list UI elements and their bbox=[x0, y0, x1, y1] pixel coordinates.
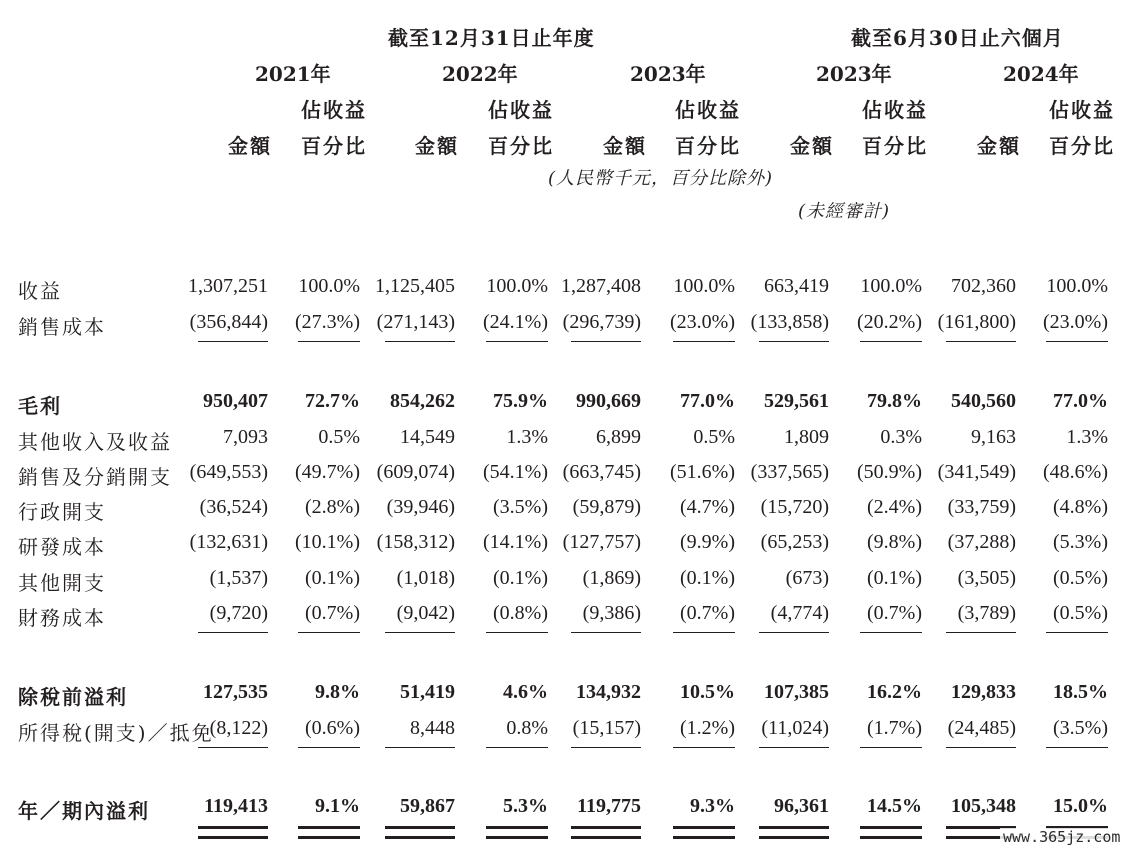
cell-amount: (609,074) bbox=[376, 461, 455, 483]
subtotal-rule bbox=[860, 341, 922, 342]
cell-amount: 96,361 bbox=[774, 795, 829, 817]
cell-percent: 18.5% bbox=[1053, 681, 1108, 703]
subtotal-rule bbox=[571, 341, 641, 342]
cell-percent: (51.6%) bbox=[670, 461, 735, 483]
total-double-rule bbox=[759, 826, 829, 829]
cell-percent: (0.7%) bbox=[305, 602, 360, 624]
cell-percent: 77.0% bbox=[680, 390, 735, 412]
cell-amount: 1,307,251 bbox=[188, 275, 268, 297]
subtotal-rule bbox=[1046, 747, 1108, 748]
cell-percent: 15.0% bbox=[1053, 795, 1108, 817]
cell-amount: (132,631) bbox=[189, 531, 268, 553]
cell-percent: 0.5% bbox=[693, 426, 735, 448]
cell-percent: 100.0% bbox=[673, 275, 735, 297]
cell-amount: (3,789) bbox=[957, 602, 1016, 624]
subtotal-rule bbox=[946, 747, 1016, 748]
cell-percent: 9.3% bbox=[690, 795, 735, 817]
cell-percent: (0.8%) bbox=[493, 602, 548, 624]
year-2021: 2021年 bbox=[255, 62, 331, 86]
cell-amount: 134,932 bbox=[576, 681, 641, 703]
total-double-rule bbox=[486, 836, 548, 839]
subtotal-rule bbox=[198, 632, 268, 633]
cell-amount: 540,560 bbox=[951, 390, 1016, 412]
cell-percent: 10.5% bbox=[680, 681, 735, 703]
cell-amount: 119,413 bbox=[204, 795, 268, 817]
subtotal-rule bbox=[1046, 632, 1108, 633]
cell-amount: (15,157) bbox=[572, 717, 641, 739]
cell-amount: (649,553) bbox=[189, 461, 268, 483]
header-year-end: 截至12月31日止年度 bbox=[388, 26, 595, 50]
cell-amount: 51,419 bbox=[400, 681, 455, 703]
row-label: 年／期內溢利 bbox=[18, 799, 150, 823]
total-double-rule bbox=[298, 836, 360, 839]
subtotal-rule bbox=[298, 747, 360, 748]
cell-amount: (3,505) bbox=[957, 567, 1016, 589]
cell-percent: (23.0%) bbox=[1043, 311, 1108, 333]
col-header-pct-line1: 佔收益 bbox=[488, 98, 554, 122]
cell-percent: (2.8%) bbox=[305, 496, 360, 518]
col-header-pct-line2: 百分比 bbox=[675, 134, 741, 158]
cell-amount: 854,262 bbox=[390, 390, 455, 412]
cell-percent: (9.9%) bbox=[680, 531, 735, 553]
cell-amount: (36,524) bbox=[199, 496, 268, 518]
col-header-amount: 金額 bbox=[790, 134, 834, 158]
subtotal-rule bbox=[198, 747, 268, 748]
cell-amount: (341,549) bbox=[937, 461, 1016, 483]
col-header-amount: 金額 bbox=[977, 134, 1021, 158]
subtotal-rule bbox=[298, 341, 360, 342]
col-header-pct-line2: 百分比 bbox=[862, 134, 928, 158]
row-label: 除稅前溢利 bbox=[18, 685, 128, 709]
cell-percent: (3.5%) bbox=[1053, 717, 1108, 739]
cell-amount: (337,565) bbox=[750, 461, 829, 483]
total-double-rule bbox=[860, 836, 922, 839]
cell-amount: 6,899 bbox=[596, 426, 641, 448]
subtotal-rule bbox=[860, 747, 922, 748]
subtotal-rule bbox=[385, 747, 455, 748]
cell-percent: 9.1% bbox=[315, 795, 360, 817]
cell-percent: (20.2%) bbox=[857, 311, 922, 333]
cell-amount: 1,287,408 bbox=[561, 275, 641, 297]
cell-amount: (158,312) bbox=[376, 531, 455, 553]
cell-percent: (1.2%) bbox=[680, 717, 735, 739]
year-2022: 2022年 bbox=[442, 62, 518, 86]
cell-percent: (24.1%) bbox=[483, 311, 548, 333]
row-label: 研發成本 bbox=[18, 535, 106, 559]
year-2023-interim: 2023年 bbox=[816, 62, 892, 86]
cell-percent: (14.1%) bbox=[483, 531, 548, 553]
subtotal-rule bbox=[860, 632, 922, 633]
cell-percent: (48.6%) bbox=[1043, 461, 1108, 483]
cell-amount: 105,348 bbox=[951, 795, 1016, 817]
subtotal-rule bbox=[486, 632, 548, 633]
cell-percent: 100.0% bbox=[486, 275, 548, 297]
cell-percent: 9.8% bbox=[315, 681, 360, 703]
watermark: www.365jz.com bbox=[1000, 828, 1123, 846]
cell-percent: (3.5%) bbox=[493, 496, 548, 518]
total-double-rule bbox=[198, 826, 268, 829]
cell-amount: 950,407 bbox=[203, 390, 268, 412]
cell-percent: (0.5%) bbox=[1053, 602, 1108, 624]
cell-amount: (133,858) bbox=[750, 311, 829, 333]
row-label: 毛利 bbox=[18, 394, 62, 418]
cell-amount: 1,125,405 bbox=[375, 275, 455, 297]
cell-percent: (0.7%) bbox=[680, 602, 735, 624]
col-header-amount: 金額 bbox=[603, 134, 647, 158]
subtotal-rule bbox=[673, 341, 735, 342]
cell-percent: 100.0% bbox=[860, 275, 922, 297]
unaudited-note: (未經審計) bbox=[798, 201, 891, 222]
row-label: 行政開支 bbox=[18, 500, 106, 524]
total-double-rule bbox=[486, 826, 548, 829]
cell-percent: (0.1%) bbox=[493, 567, 548, 589]
cell-amount: (33,759) bbox=[947, 496, 1016, 518]
cell-percent: (9.8%) bbox=[867, 531, 922, 553]
cell-percent: (50.9%) bbox=[857, 461, 922, 483]
cell-amount: (24,485) bbox=[947, 717, 1016, 739]
col-header-pct-line1: 佔收益 bbox=[301, 98, 367, 122]
cell-amount: (1,869) bbox=[582, 567, 641, 589]
cell-percent: 0.3% bbox=[880, 426, 922, 448]
cell-percent: (23.0%) bbox=[670, 311, 735, 333]
cell-amount: (4,774) bbox=[770, 602, 829, 624]
cell-percent: (0.1%) bbox=[680, 567, 735, 589]
cell-percent: 0.8% bbox=[506, 717, 548, 739]
cell-percent: 14.5% bbox=[867, 795, 922, 817]
cell-amount: 107,385 bbox=[764, 681, 829, 703]
cell-percent: 100.0% bbox=[298, 275, 360, 297]
cell-amount: 119,775 bbox=[577, 795, 641, 817]
cell-amount: (9,042) bbox=[396, 602, 455, 624]
cell-amount: (296,739) bbox=[562, 311, 641, 333]
cell-amount: 59,867 bbox=[400, 795, 455, 817]
cell-amount: 8,448 bbox=[410, 717, 455, 739]
total-double-rule bbox=[385, 836, 455, 839]
cell-percent: 1.3% bbox=[506, 426, 548, 448]
subtotal-rule bbox=[486, 747, 548, 748]
cell-percent: (0.1%) bbox=[305, 567, 360, 589]
cell-percent: (49.7%) bbox=[295, 461, 360, 483]
total-double-rule bbox=[673, 836, 735, 839]
year-2023: 2023年 bbox=[630, 62, 706, 86]
cell-percent: 72.7% bbox=[305, 390, 360, 412]
subtotal-rule bbox=[385, 632, 455, 633]
subtotal-rule bbox=[759, 632, 829, 633]
cell-percent: (4.7%) bbox=[680, 496, 735, 518]
cell-percent: (0.7%) bbox=[867, 602, 922, 624]
row-label: 收益 bbox=[18, 279, 62, 303]
row-label: 其他收入及收益 bbox=[18, 430, 172, 454]
subtotal-rule bbox=[486, 341, 548, 342]
cell-amount: 14,549 bbox=[400, 426, 455, 448]
cell-percent: 4.6% bbox=[503, 681, 548, 703]
cell-amount: 702,360 bbox=[951, 275, 1016, 297]
cell-percent: (5.3%) bbox=[1053, 531, 1108, 553]
subtotal-rule bbox=[571, 632, 641, 633]
total-double-rule bbox=[571, 836, 641, 839]
col-header-pct-line2: 百分比 bbox=[301, 134, 367, 158]
cell-amount: 129,833 bbox=[951, 681, 1016, 703]
col-header-pct-line1: 佔收益 bbox=[862, 98, 928, 122]
cell-amount: (161,800) bbox=[937, 311, 1016, 333]
total-double-rule bbox=[860, 826, 922, 829]
cell-percent: (1.7%) bbox=[867, 717, 922, 739]
cell-percent: (27.3%) bbox=[295, 311, 360, 333]
total-double-rule bbox=[759, 836, 829, 839]
cell-percent: (54.1%) bbox=[483, 461, 548, 483]
cell-amount: 127,535 bbox=[203, 681, 268, 703]
subtotal-rule bbox=[571, 747, 641, 748]
total-double-rule bbox=[673, 826, 735, 829]
cell-amount: 529,561 bbox=[764, 390, 829, 412]
col-header-amount: 金額 bbox=[228, 134, 272, 158]
total-double-rule bbox=[385, 826, 455, 829]
cell-amount: (663,745) bbox=[562, 461, 641, 483]
col-header-pct-line2: 百分比 bbox=[488, 134, 554, 158]
cell-percent: 16.2% bbox=[867, 681, 922, 703]
subtotal-rule bbox=[946, 632, 1016, 633]
row-label: 銷售及分銷開支 bbox=[18, 465, 172, 489]
subtotal-rule bbox=[759, 341, 829, 342]
cell-percent: 79.8% bbox=[867, 390, 922, 412]
col-header-pct-line1: 佔收益 bbox=[675, 98, 741, 122]
subtotal-rule bbox=[673, 747, 735, 748]
cell-amount: 990,669 bbox=[576, 390, 641, 412]
cell-percent: 100.0% bbox=[1046, 275, 1108, 297]
subtotal-rule bbox=[1046, 341, 1108, 342]
cell-amount: (1,537) bbox=[209, 567, 268, 589]
cell-percent: (0.1%) bbox=[867, 567, 922, 589]
cell-amount: (9,720) bbox=[209, 602, 268, 624]
cell-percent: (0.6%) bbox=[305, 717, 360, 739]
cell-amount: (673) bbox=[785, 567, 829, 589]
row-label: 銷售成本 bbox=[18, 315, 106, 339]
cell-amount: (9,386) bbox=[582, 602, 641, 624]
col-header-pct-line1: 佔收益 bbox=[1049, 98, 1115, 122]
subtotal-rule bbox=[198, 341, 268, 342]
header-six-months: 截至6月30日止六個月 bbox=[851, 26, 1064, 50]
cell-amount: (15,720) bbox=[760, 496, 829, 518]
cell-amount: (271,143) bbox=[376, 311, 455, 333]
row-label: 其他開支 bbox=[18, 571, 106, 595]
cell-percent: (4.8%) bbox=[1053, 496, 1108, 518]
cell-percent: 5.3% bbox=[503, 795, 548, 817]
cell-amount: 1,809 bbox=[784, 426, 829, 448]
cell-amount: (127,757) bbox=[562, 531, 641, 553]
cell-amount: (39,946) bbox=[386, 496, 455, 518]
cell-percent: 1.3% bbox=[1066, 426, 1108, 448]
cell-amount: (11,024) bbox=[761, 717, 829, 739]
cell-amount: (59,879) bbox=[572, 496, 641, 518]
unit-note: (人民幣千元，百分比除外) bbox=[548, 168, 774, 189]
subtotal-rule bbox=[673, 632, 735, 633]
row-label: 所得稅(開支)／抵免 bbox=[18, 721, 214, 745]
cell-amount: 663,419 bbox=[764, 275, 829, 297]
cell-percent: (2.4%) bbox=[867, 496, 922, 518]
total-double-rule bbox=[298, 826, 360, 829]
row-label: 財務成本 bbox=[18, 606, 106, 630]
cell-amount: (1,018) bbox=[396, 567, 455, 589]
cell-amount: 9,163 bbox=[971, 426, 1016, 448]
subtotal-rule bbox=[385, 341, 455, 342]
cell-percent: (10.1%) bbox=[295, 531, 360, 553]
cell-amount: (8,122) bbox=[209, 717, 268, 739]
subtotal-rule bbox=[759, 747, 829, 748]
year-2024-interim: 2024年 bbox=[1003, 62, 1079, 86]
col-header-amount: 金額 bbox=[415, 134, 459, 158]
subtotal-rule bbox=[946, 341, 1016, 342]
cell-percent: 75.9% bbox=[493, 390, 548, 412]
subtotal-rule bbox=[298, 632, 360, 633]
cell-amount: (356,844) bbox=[189, 311, 268, 333]
total-double-rule bbox=[198, 836, 268, 839]
col-header-pct-line2: 百分比 bbox=[1049, 134, 1115, 158]
cell-percent: 0.5% bbox=[318, 426, 360, 448]
cell-amount: (37,288) bbox=[947, 531, 1016, 553]
cell-amount: (65,253) bbox=[760, 531, 829, 553]
total-double-rule bbox=[571, 826, 641, 829]
cell-amount: 7,093 bbox=[223, 426, 268, 448]
cell-percent: 77.0% bbox=[1053, 390, 1108, 412]
cell-percent: (0.5%) bbox=[1053, 567, 1108, 589]
